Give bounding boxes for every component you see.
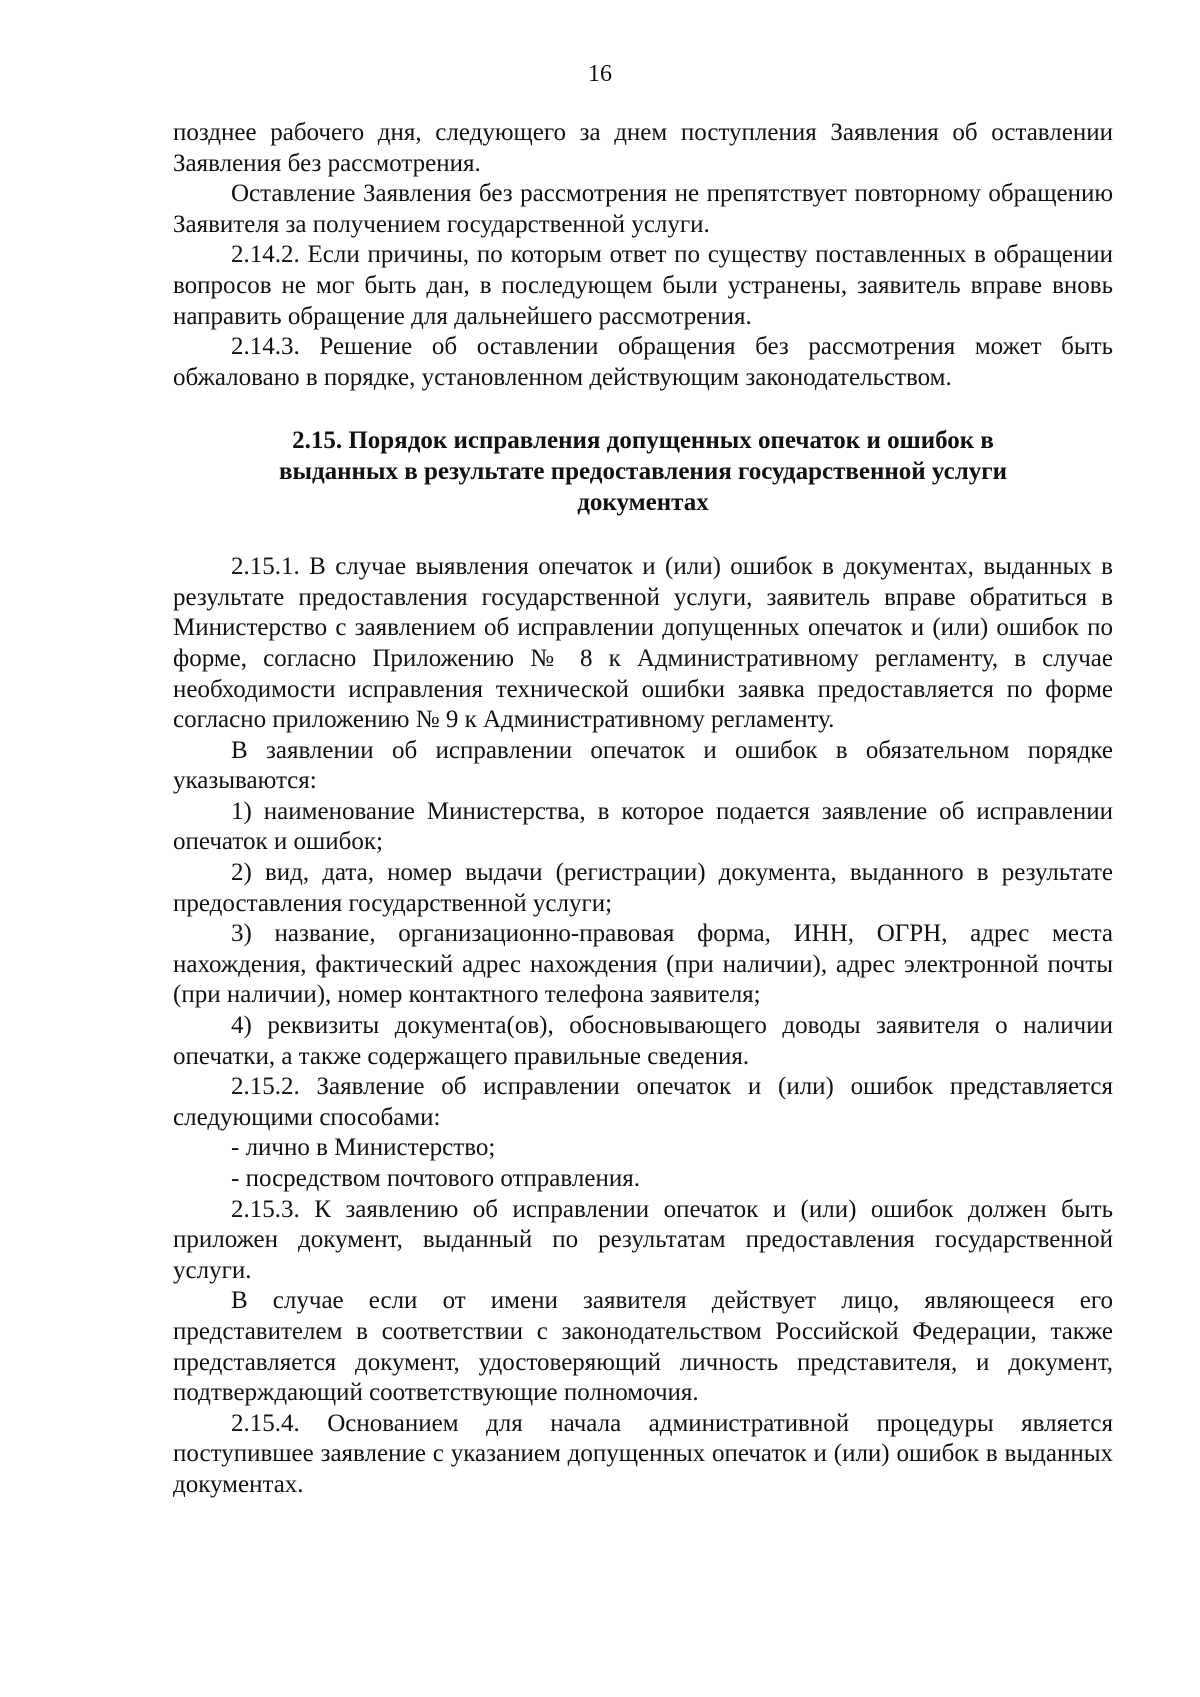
- paragraph-2-14-2: 2.14.2. Если причины, по которым ответ по существу поставленных в обращении вопросов не мог быть дан, в последующем были устранены, заявитель вправе вновь направить обращение для дальнейшего рассмотрения.: [173, 241, 1113, 330]
- list-item: - посредством почтового отправления.: [231, 1165, 640, 1192]
- list-item: 1) наименование Министерства, в которое подается заявление об исправлении опечаток и ошибок;: [173, 797, 1113, 856]
- section-heading-line: 2.15. Порядок исправления допущенных опечаток и ошибок в: [292, 427, 994, 455]
- paragraph-2-14-3: 2.14.3. Решение об оставлении обращения без рассмотрения может быть обжаловано в порядке, установленном действующим законодательством.: [173, 333, 1113, 391]
- list-item: 4) реквизиты документа(ов), обосновывающего доводы заявителя о наличии опечатки, а также содержащего правильные сведения.: [173, 1012, 1113, 1070]
- document-body: [173, 118, 1113, 1501]
- list-item: 3) название, организационно-правовая форма, ИНН, ОГРН, адрес места нахождения, фактический адрес нахождения (при наличии), адрес электронной почты (при наличии), номер контактного телефона заявителя;: [173, 920, 1113, 1009]
- paragraph: позднее рабочего дня, следующего за днем поступления Заявления об оставлении Заявления без рассмотрения.: [173, 119, 1113, 177]
- section-heading-2-15: [173, 426, 1113, 518]
- paragraph-2-15-1: 2.15.1. В случае выявления опечаток и (или) ошибок в документах, выданных в результате предоставления государственной услуги, заявитель вправе обратиться в Министерство с заявлением об исправлении допущенных опечаток и (или) ошибок по форме, согласно Приложению № 8 к Административному регламенту, в случае необходимости исправления технической ошибки заявка предоставляется по форме согласно приложению № 9 к Административному регламенту.: [173, 553, 1113, 734]
- paragraph-2-15-3: 2.15.3. К заявлению об исправлении опечаток и (или) ошибок должен быть приложен документ, выданный по результатам предоставления государственной услуги.: [173, 1195, 1113, 1284]
- section-heading-line: документах: [577, 488, 709, 516]
- page-number: 16: [588, 61, 612, 87]
- paragraph: Оставление Заявления без рассмотрения не препятствует повторному обращению Заявителя за получением государственной услуги.: [173, 180, 1113, 238]
- list-item: - лично в Министерство;: [231, 1134, 496, 1162]
- paragraph: В случае если от имени заявителя действует лицо, являющееся его представителем в соответствии с законодательством Российской Федерации, также представляется документ, удостоверяющий личность представителя, и документ, подтверждающий соответствующие полномочия.: [173, 1287, 1113, 1407]
- section-heading-line: выданных в результате предоставления государственной услуги: [278, 457, 1008, 485]
- paragraph-2-15-2: 2.15.2. Заявление об исправлении опечаток и (или) ошибок представляется следующими способами:: [173, 1073, 1113, 1131]
- paragraph: В заявлении об исправлении опечаток и ошибок в обязательном порядке указываются:: [173, 736, 1113, 795]
- list-item: 2) вид, дата, номер выдачи (регистрации) документа, выданного в результате предоставления государственной услуги;: [173, 859, 1113, 917]
- paragraph-2-15-4: 2.15.4. Основанием для начала административной процедуры является поступившее заявление с указанием допущенных опечаток и (или) ошибок в выданных документах.: [173, 1409, 1113, 1498]
